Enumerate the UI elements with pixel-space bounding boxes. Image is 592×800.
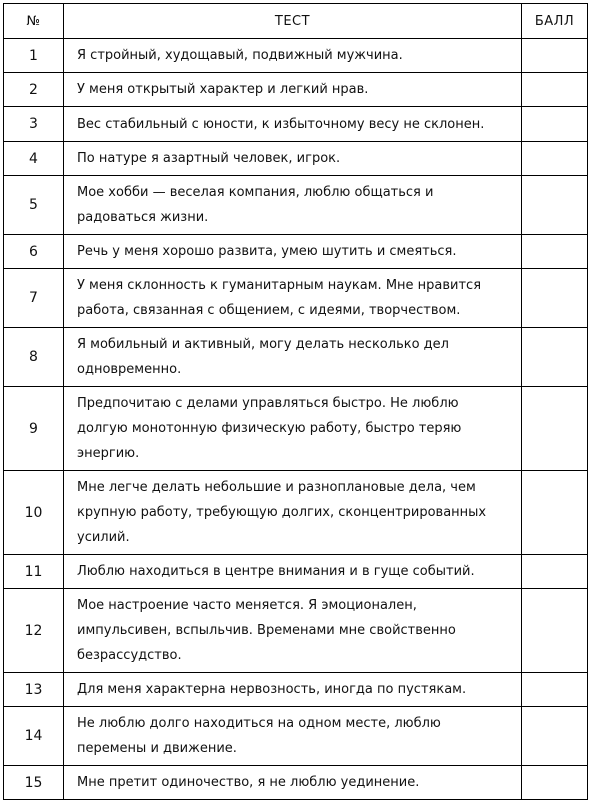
table-row [4, 387, 588, 471]
row-number: 9 [4, 387, 64, 471]
row-statement: Речь у меня хорошо развита, умею шутить и смеяться. [64, 235, 522, 269]
test-table [3, 3, 588, 800]
row-score-cell[interactable] [522, 766, 588, 800]
table-row [4, 589, 588, 673]
header-row [4, 4, 588, 39]
row-number: 13 [4, 673, 64, 707]
row-score-cell[interactable] [522, 555, 588, 589]
row-score-cell[interactable] [522, 39, 588, 73]
row-statement: Мне легче делать небольшие и разноплановые дела, чем крупную работу, требующую долгих, сконцентрированных усилий. [64, 471, 522, 555]
row-score-cell[interactable] [522, 107, 588, 142]
row-number: 2 [4, 73, 64, 107]
row-score-cell[interactable] [522, 471, 588, 555]
table-row [4, 707, 588, 766]
row-score-cell[interactable] [522, 387, 588, 471]
row-number: 5 [4, 176, 64, 235]
row-number: 4 [4, 142, 64, 176]
row-score-cell[interactable] [522, 73, 588, 107]
row-number: 8 [4, 328, 64, 387]
row-number: 10 [4, 471, 64, 555]
table-row [4, 471, 588, 555]
row-number: 14 [4, 707, 64, 766]
row-score-cell[interactable] [522, 142, 588, 176]
row-score-cell[interactable] [522, 707, 588, 766]
table-row [4, 269, 588, 328]
row-number: 12 [4, 589, 64, 673]
table-body [4, 39, 588, 800]
table-row [4, 766, 588, 800]
table-row [4, 176, 588, 235]
table-row [4, 39, 588, 73]
row-statement: Мое хобби — веселая компания, люблю общаться и радоваться жизни. [64, 176, 522, 235]
table-row [4, 235, 588, 269]
row-number: 11 [4, 555, 64, 589]
row-number: 15 [4, 766, 64, 800]
row-score-cell[interactable] [522, 673, 588, 707]
row-statement: Люблю находиться в центре внимания и в гуще событий. [64, 555, 522, 589]
row-statement: По натуре я азартный человек, игрок. [64, 142, 522, 176]
table-row [4, 107, 588, 142]
row-number: 3 [4, 107, 64, 142]
row-score-cell[interactable] [522, 269, 588, 328]
row-statement: Предпочитаю с делами управляться быстро. Не люблю долгую монотонную физическую работу, быстро теряю энергию. [64, 387, 522, 471]
row-statement: У меня склонность к гуманитарным наукам. Мне нравится работа, связанная с общением, с идеями, творчеством. [64, 269, 522, 328]
row-statement: Мое настроение часто меняется. Я эмоционален, импульсивен, вспыльчив. Временами мне свойственно безрассудство. [64, 589, 522, 673]
table-row [4, 142, 588, 176]
row-statement: Для меня характерна нервозность, иногда по пустякам. [64, 673, 522, 707]
row-score-cell[interactable] [522, 589, 588, 673]
row-score-cell[interactable] [522, 328, 588, 387]
header-test: ТЕСТ [64, 4, 522, 39]
row-number: 7 [4, 269, 64, 328]
row-statement: Я стройный, худощавый, подвижный мужчина. [64, 39, 522, 73]
row-number: 1 [4, 39, 64, 73]
row-score-cell[interactable] [522, 176, 588, 235]
row-score-cell[interactable] [522, 235, 588, 269]
row-statement: Не люблю долго находиться на одном месте, люблю перемены и движение. [64, 707, 522, 766]
header-num: № [4, 4, 64, 39]
row-statement: Я мобильный и активный, могу делать несколько дел одновременно. [64, 328, 522, 387]
row-statement: Вес стабильный с юности, к избыточному весу не склонен. [64, 107, 522, 142]
row-number: 6 [4, 235, 64, 269]
row-statement: Мне претит одиночество, я не люблю уединение. [64, 766, 522, 800]
table-row [4, 73, 588, 107]
table-row [4, 673, 588, 707]
table-row [4, 328, 588, 387]
row-statement: У меня открытый характер и легкий нрав. [64, 73, 522, 107]
header-score: БАЛЛ [522, 4, 588, 39]
table-row [4, 555, 588, 589]
